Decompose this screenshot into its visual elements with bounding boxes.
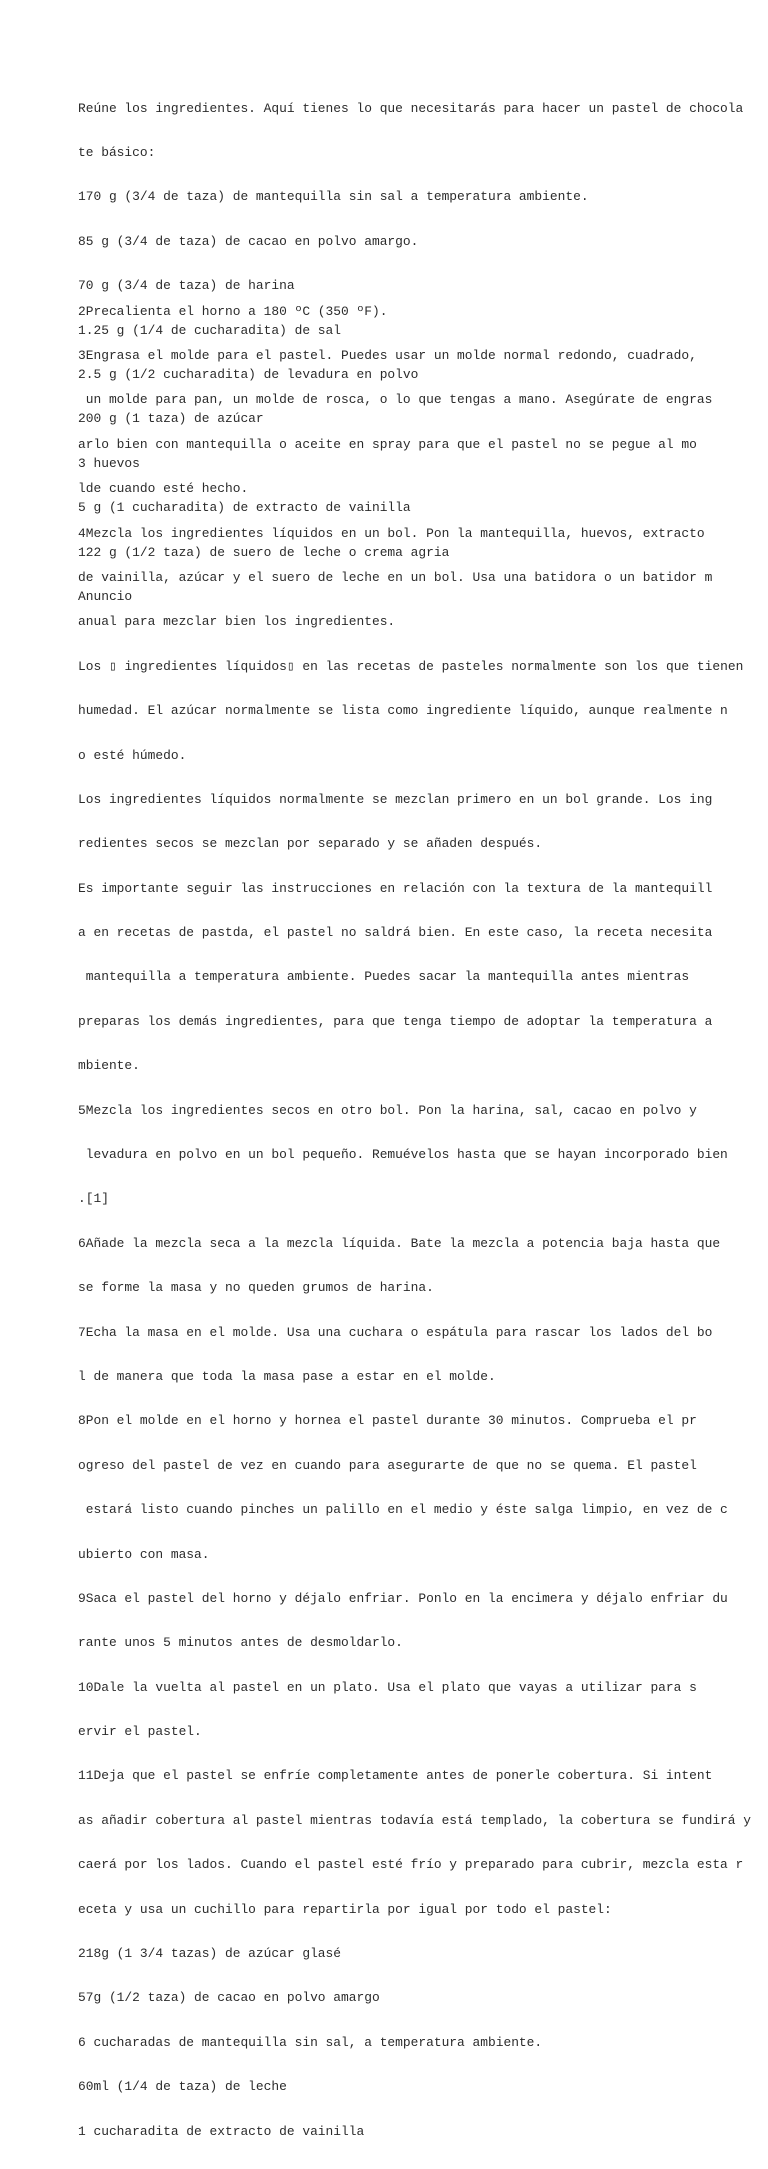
text-line: preparas los demás ingredientes, para que tenga tiempo de adoptar la temperatura a — [78, 1013, 713, 1029]
text-line: 3 huevos — [78, 455, 140, 471]
text-line: rante unos 5 minutos antes de desmoldarlo. — [78, 1635, 403, 1651]
text-line: 4Mezcla los ingredientes líquidos en un bol. Pon la mantequilla, huevos, extracto — [78, 525, 705, 541]
text-line: eceta y usa un cuchillo para repartirla por igual por todo el pastel: — [78, 1901, 612, 1917]
text-line: 10Dale la vuelta al pastel en un plato. Usa el plato que vayas a utilizar para s — [78, 1679, 697, 1695]
steps-text-block — [78, 275, 751, 2169]
text-line: 2.5 g (1/2 cucharadita) de levadura en polvo — [78, 366, 419, 382]
text-line: ubierto con masa. — [78, 1546, 210, 1562]
text-line: 3Engrasa el molde para el pastel. Puedes usar un molde normal redondo, cuadrado, — [78, 347, 697, 363]
text-line: un molde para pan, un molde de rosca, o lo que tengas a mano. Asegúrate de engras — [78, 392, 713, 408]
text-line: .[1] — [78, 1191, 109, 1207]
text-line: 70 g (3/4 de taza) de harina — [78, 278, 295, 294]
text-line: mantequilla a temperatura ambiente. Puedes sacar la mantequilla antes mientras — [78, 969, 690, 985]
text-line: ogreso del pastel de vez en cuando para asegurarte de que no se quema. El pastel — [78, 1457, 697, 1473]
text-line: l de manera que toda la masa pase a estar en el molde. — [78, 1368, 496, 1384]
text-line: 218g (1 3/4 tazas) de azúcar glasé — [78, 1946, 342, 1962]
text-line: Reúne los ingredientes. Aquí tienes lo que necesitarás para hacer un pastel de chocola — [78, 100, 744, 116]
text-line: lde cuando esté hecho. — [78, 481, 249, 497]
text-line: de vainilla, azúcar y el suero de leche en un bol. Usa una batidora o un batidor m — [78, 569, 713, 585]
text-line: se forme la masa y no queden grumos de harina. — [78, 1280, 434, 1296]
text-line: a en recetas de pastda, el pastel no saldrá bien. En este caso, la receta necesita — [78, 925, 713, 941]
text-line: anual para mezclar bien los ingredientes. — [78, 614, 396, 630]
text-line: Anuncio — [78, 588, 133, 604]
text-line: 60ml (1/4 de taza) de leche — [78, 2079, 287, 2095]
text-line: 8Pon el molde en el horno y hornea el pastel durante 30 minutos. Comprueba el pr — [78, 1413, 697, 1429]
text-line: 1 cucharadita de extracto de vainilla — [78, 2123, 365, 2139]
text-line: Los ▯ ingredientes líquidos▯ en las recetas de pasteles normalmente son los que tienen — [78, 658, 744, 674]
text-line: caerá por los lados. Cuando el pastel esté frío y preparado para cubrir, mezcla esta r — [78, 1857, 744, 1873]
text-line: 122 g (1/2 taza) de suero de leche o crema agria — [78, 544, 450, 560]
text-line: te básico: — [78, 144, 156, 160]
text-line: 6 cucharadas de mantequilla sin sal, a temperatura ambiente. — [78, 2034, 543, 2050]
text-line: 5Mezcla los ingredientes secos en otro bol. Pon la harina, sal, cacao en polvo y — [78, 1102, 697, 1118]
text-line: mbiente. — [78, 1058, 140, 1074]
text-line: 1.25 g (1/4 de cucharadita) de sal — [78, 322, 342, 338]
text-line: humedad. El azúcar normalmente se lista como ingrediente líquido, aunque realmente n — [78, 703, 728, 719]
text-line: estará listo cuando pinches un palillo en el medio y éste salga limpio, en vez de c — [78, 1502, 728, 1518]
text-line: 11Deja que el pastel se enfríe completamente antes de ponerle cobertura. Si intent — [78, 1768, 713, 1784]
text-line: 6Añade la mezcla seca a la mezcla líquida. Bate la mezcla a potencia baja hasta que — [78, 1235, 721, 1251]
text-line: arlo bien con mantequilla o aceite en spray para que el pastel no se pegue al mo — [78, 436, 697, 452]
text-line: 5 g (1 cucharadita) de extracto de vainilla — [78, 500, 411, 516]
text-line: redientes secos se mezclan por separado y se añaden después. — [78, 836, 543, 852]
text-line: 85 g (3/4 de taza) de cacao en polvo amargo. — [78, 233, 419, 249]
text-line: 9Saca el pastel del horno y déjalo enfriar. Ponlo en la encimera y déjalo enfriar du — [78, 1590, 728, 1606]
text-line: o esté húmedo. — [78, 747, 187, 763]
text-line: 200 g (1 taza) de azúcar — [78, 411, 264, 427]
text-line: as añadir cobertura al pastel mientras todavía está templado, la cobertura se fundirá y — [78, 1812, 752, 1828]
text-line: Es importante seguir las instrucciones en relación con la textura de la mantequill — [78, 880, 713, 896]
text-line: Los ingredientes líquidos normalmente se mezclan primero en un bol grande. Los ing — [78, 791, 713, 807]
text-line: 170 g (3/4 de taza) de mantequilla sin sal a temperatura ambiente. — [78, 189, 589, 205]
text-line: 7Echa la masa en el molde. Usa una cuchara o espátula para rascar los lados del bo — [78, 1324, 713, 1340]
text-line: ervir el pastel. — [78, 1724, 202, 1740]
text-line: levadura en polvo en un bol pequeño. Remuévelos hasta que se hayan incorporado bien — [78, 1147, 728, 1163]
text-line: 57g (1/2 taza) de cacao en polvo amargo — [78, 1990, 380, 2006]
text-line: 2Precalienta el horno a 180 ºC (350 ºF). — [78, 303, 388, 319]
